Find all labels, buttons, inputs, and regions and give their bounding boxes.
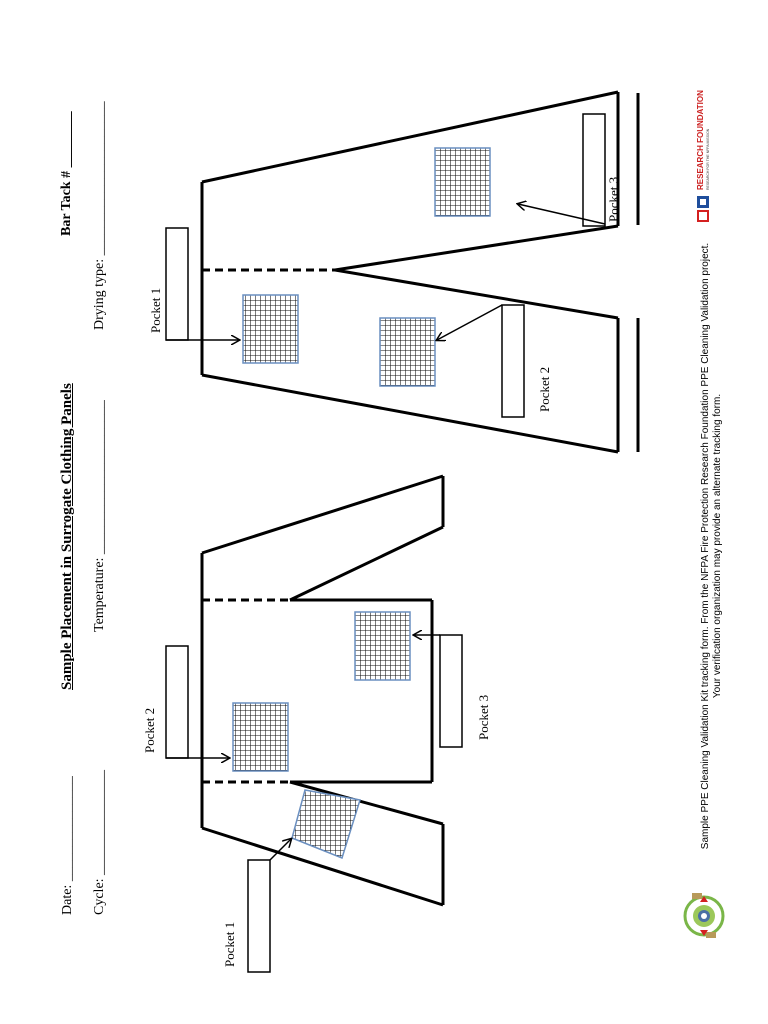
pants-panel [202,92,638,452]
research-foundation-brand: RESEARCH FOUNDATION [696,90,705,190]
pants-pocket1-label: Pocket 1 [148,287,163,333]
research-foundation-subtitle: RESEARCH FOR THE NFPA MISSION [706,128,710,190]
pants-sample-swatch [380,318,435,386]
cleaning-validation-logo [685,893,723,938]
footer-line-2: Your verification organization may provide an alternate tracking form. [712,393,723,699]
page-title: Sample Placement in Surrogate Clothing Panels [59,383,75,690]
pants-sample-swatch [435,148,490,216]
jacket-pocket2-label: Pocket 2 [142,707,157,753]
pants-pocket3-box [583,114,605,226]
drying-type-field: Drying type: ______________________ [92,101,107,330]
jacket-sample-swatch [292,790,360,858]
date-field: Date: _______________ [60,776,75,915]
jacket-sample-swatch [355,612,410,680]
arrow-icon [437,305,502,340]
cycle-field: Cycle: _______________ [92,769,107,915]
bar-tack-field: Bar Tack # ________ [59,111,74,236]
nfpa-logo [697,196,709,222]
pants-pocket2-label: Pocket 2 [537,366,552,412]
temperature-field: Temperature: ______________________ [92,400,107,632]
pants-pocket2-box [502,305,524,417]
pants-pocket3-label: Pocket 3 [606,176,621,222]
pants-pocket1-box [166,228,188,340]
footer-line-1: Sample PPE Cleaning Validation Kit tracking form. From the NFPA Fire Protection Research Foundation PPE Cleaning Validation project. [700,242,711,850]
jacket-pocket3-label: Pocket 3 [476,694,491,740]
footer-note [700,226,724,866]
jacket-pocket2-box [166,646,188,758]
jacket-pocket3-box [440,635,462,747]
jacket-pocket1-box [248,860,270,972]
pants-sample-swatch [243,295,298,363]
jacket-pocket1-label: Pocket 1 [222,921,237,967]
jacket-sample-swatch [233,703,288,771]
